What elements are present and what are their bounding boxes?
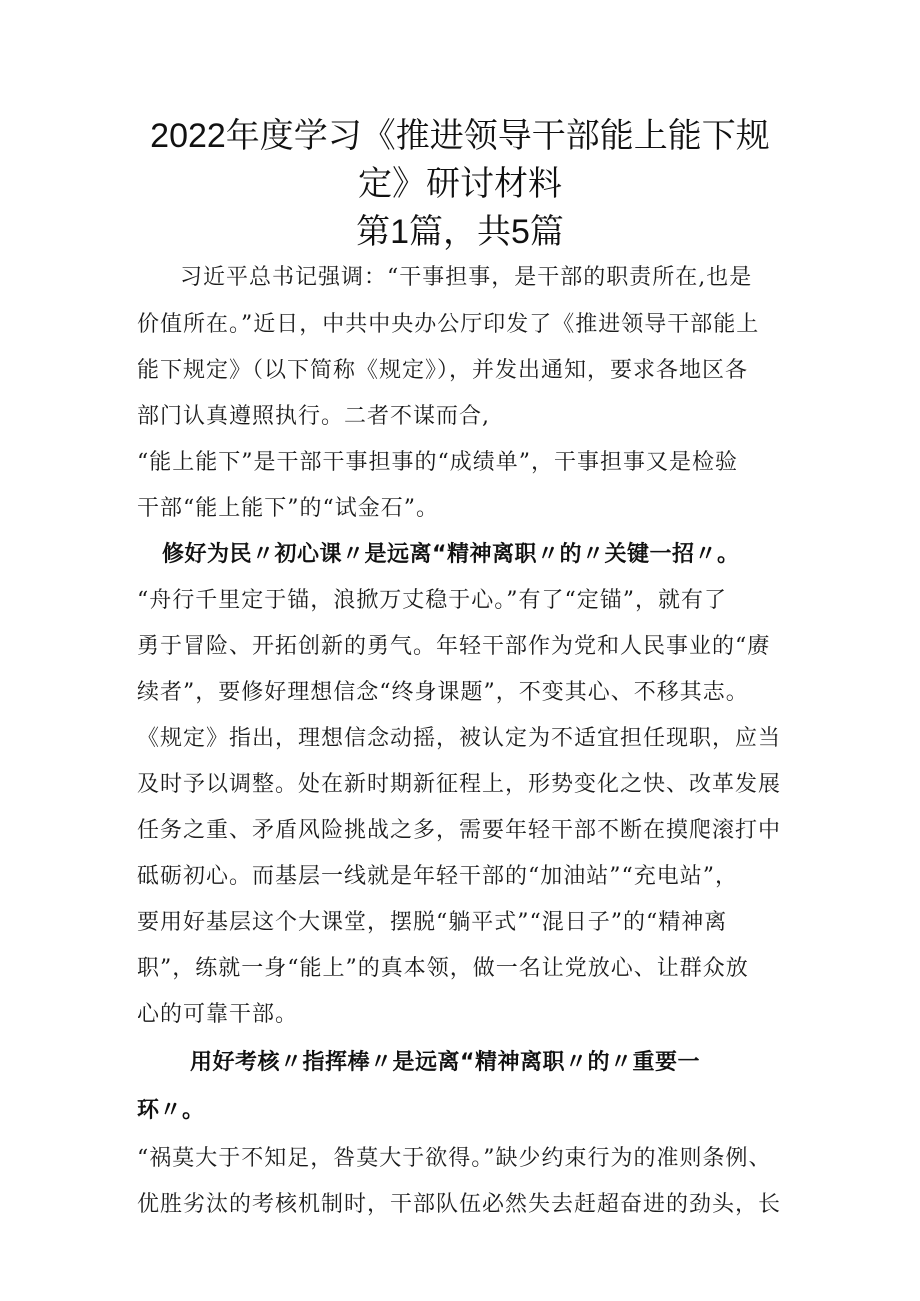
paragraph-line: 部门认真遵照执行。二者不谋而合, <box>137 404 490 429</box>
paragraph-line: 及时予以调整。处在新时期新征程上，形势变化之快、改革发展 <box>137 772 782 797</box>
document-subtitle: 第1篇，共5篇 <box>356 213 564 251</box>
document-title-line-1: 2022年度学习《推进领导干部能上能下规 <box>150 117 770 155</box>
paragraph-line: 能下规定》（以下简称《规定》），并发出通知，要求各地区各 <box>137 358 749 383</box>
paragraph-line: 干部“能上能下”的“试金石”。 <box>137 496 439 521</box>
paragraph-line: 要用好基层这个大课堂，摆脱“躺平式”“混日子”的“精神离 <box>137 910 728 935</box>
document-title-line-2: 定》研讨材料 <box>358 165 562 203</box>
paragraph-line: 心的可靠干部。 <box>137 1002 299 1027</box>
paragraph-line: “能上能下”是干部干事担事的“成绩单”，干事担事又是检验 <box>137 450 738 475</box>
paragraph-line: 砥砺初心。而基层一线就是年轻干部的“加油站”“充电站”， <box>137 864 738 889</box>
paragraph-line: “舟行千里定于锚，浪掀万丈稳于心。”有了“定锚”，就有了 <box>137 588 727 613</box>
paragraph-line: 职”，练就一身“能上”的真本领，做一名让党放心、让群众放 <box>137 956 749 981</box>
section-heading-2: 用好考核〃指挥棒〃是远离“精神离职〃的〃重要一 <box>190 1050 700 1075</box>
paragraph-line: 勇于冒险、开拓创新的勇气。年轻干部作为党和人民事业的“赓 <box>137 634 771 659</box>
paragraph-line: “祸莫大于不知足，咎莫大于欲得。”缺少约束行为的准则条例、 <box>137 1146 772 1171</box>
section-heading-2-continued: 环〃。 <box>137 1098 205 1123</box>
paragraph-line: 习近平总书记强调：“干事担事，是干部的职责所在,也是 <box>180 265 753 290</box>
paragraph-line: 优胜劣汰的考核机制时，干部队伍必然失去赶超奋进的劲头，长 <box>137 1192 782 1217</box>
paragraph-line: 任务之重、矛盾风险挑战之多，需要年轻干部不断在摸爬滚打中 <box>137 818 782 843</box>
section-heading-1: 修好为民〃初心课〃是远离“精神离职〃的〃关键一招〃。 <box>162 542 740 567</box>
paragraph-line: 价值所在。”近日，中共中央办公厅印发了《推进领导干部能上 <box>137 312 760 337</box>
paragraph-line: 续者”，要修好理想信念“终身课题”，不变其心、不移其志。 <box>137 680 749 705</box>
paragraph-line: 《规定》指出，理想信念动摇，被认定为不适宜担任现职，应当 <box>137 726 782 751</box>
